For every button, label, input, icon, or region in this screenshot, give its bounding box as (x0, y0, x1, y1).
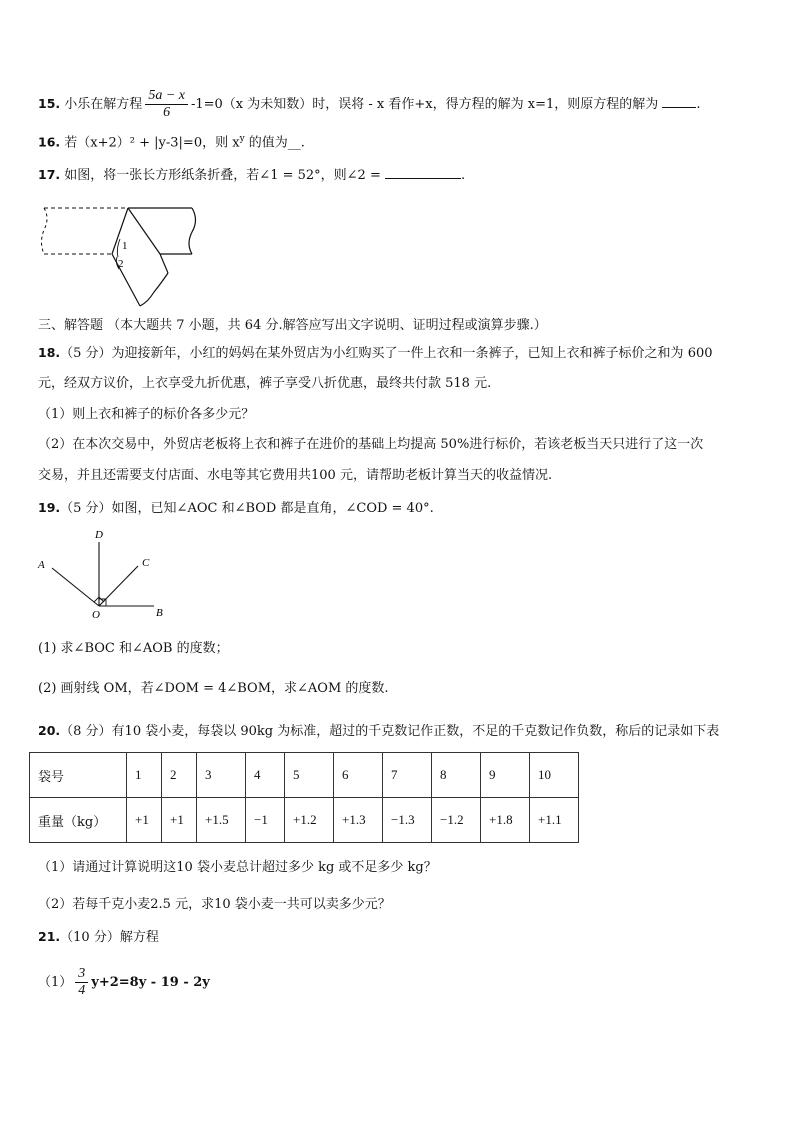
question-20-sub2 (38, 896, 391, 914)
table-cell: 6 (334, 753, 383, 798)
question-number: 18. (38, 345, 61, 360)
question-15 (38, 88, 701, 121)
point-label-o: O (92, 609, 100, 618)
question-text: 元，经双方议价，上衣享受九折优惠，裤子享受八折优惠，最终共付款 518 元. (38, 376, 492, 391)
exponent: y (239, 134, 245, 144)
section-heading (38, 317, 547, 335)
sub-question-text: （2）若每千克小麦2.5 元，求10 袋小麦一共可以卖多少元？ (38, 897, 391, 912)
sub-question-text: (1) 求∠BOC 和∠AOB 的度数； (38, 641, 229, 656)
question-text: （5 分）如图，已知∠AOC 和∠BOD 都是直角，∠COD = 40°. (60, 501, 434, 516)
question-text: （8 分）有10 袋小麦，每袋以 90kg 为标准，超过的千克数记作正数，不足的千克数记作负数，称后的记录如下表 (60, 724, 720, 739)
sub-question-text: （1）则上衣和裤子的标价各多少元？ (38, 407, 255, 422)
table-cell: +1.2 (285, 798, 334, 843)
question-18-sub2-cont (38, 467, 552, 485)
question-19-sub2 (38, 680, 389, 698)
fraction-numerator: 5a − x (145, 88, 188, 105)
table-cell: +1 (127, 798, 162, 843)
sub-question-text: （2）在本次交易中，外贸店老板将上衣和裤子在进价的基础上均提高 50%进行标价，若该老板当天只进行了这一次 (38, 437, 704, 452)
fraction (75, 966, 88, 999)
answer-blank[interactable] (385, 166, 461, 179)
question-text: 若（x+2）² + |y-3|=0，则 x (64, 135, 240, 151)
question-20-sub1 (38, 859, 437, 877)
question-18 (38, 344, 713, 363)
table-cell: 10 (530, 753, 579, 798)
folded-strip-figure (40, 205, 210, 315)
question-21 (38, 928, 159, 947)
question-19 (38, 499, 434, 518)
point-label-a: A (38, 559, 45, 571)
angle-label-2: 2 (118, 258, 124, 270)
table-cell: 9 (481, 753, 530, 798)
table-header-cell: 袋号 (30, 753, 127, 798)
table-cell: −1 (246, 798, 285, 843)
table-cell: +1.3 (334, 798, 383, 843)
table-cell: +1.5 (197, 798, 246, 843)
question-20 (38, 722, 719, 741)
table-cell: 4 (246, 753, 285, 798)
table-cell: −1.2 (432, 798, 481, 843)
punctuation: . (696, 97, 701, 112)
table-cell: +1.1 (530, 798, 579, 843)
question-19-sub1 (38, 640, 229, 658)
question-text: 如图，将一张长方形纸条折叠，若∠1 = 52°，则∠2 = (64, 168, 381, 183)
table-header-cell: 重量（kg） (30, 798, 127, 843)
question-16 (38, 130, 305, 152)
point-label-d: D (95, 529, 103, 541)
punctuation: . (461, 168, 466, 183)
table-cell: 2 (162, 753, 197, 798)
question-text: 小乐在解方程 (64, 97, 143, 112)
fraction-denominator: 4 (78, 983, 86, 998)
table-cell: 5 (285, 753, 334, 798)
sub-question-text: （1）请通过计算说明这10 袋小麦总计超过多少 kg 或不足多少 kg？ (38, 860, 437, 875)
weight-table (29, 752, 579, 843)
angle-figure (36, 528, 176, 618)
table-cell: −1.3 (383, 798, 432, 843)
question-number: 19. (38, 500, 61, 515)
point-label-c: C (142, 557, 150, 569)
angle-label-1: 1 (122, 240, 128, 252)
equation: y+2=8y - 19 - 2y (91, 975, 210, 990)
question-text: -1=0（x 为未知数）时，误将 - x 看作+x，得方程的解为 x=1，则原方程的解为 (190, 97, 659, 112)
table-cell: +1 (162, 798, 197, 843)
question-text: （5 分）为迎接新年，小红的妈妈在某外贸店为小红购买了一件上衣和一条裤子，已知上衣和裤子标价之和为 600 (60, 346, 713, 361)
question-number: 21. (38, 929, 61, 944)
table-cell: 1 (127, 753, 162, 798)
table-row (30, 753, 579, 798)
answer-blank[interactable] (662, 95, 696, 108)
sub-question-label: （1） (38, 975, 73, 990)
section-heading-text: 三、解答题 （本大题共 7 小题，共 64 分.解答应写出文字说明、证明过程或演算步骤.） (38, 318, 547, 333)
table-cell: 3 (197, 753, 246, 798)
table-cell: +1.8 (481, 798, 530, 843)
question-18-line2 (38, 375, 491, 393)
question-17 (38, 166, 465, 185)
fraction (145, 88, 188, 121)
point-label-b: B (156, 607, 163, 618)
table-cell: 8 (432, 753, 481, 798)
question-number: 17. (38, 167, 61, 182)
question-21-sub1 (38, 966, 210, 999)
question-18-sub2 (38, 436, 703, 454)
table-row (30, 798, 579, 843)
question-18-sub1 (38, 406, 254, 424)
sub-question-text: (2) 画射线 OM，若∠DOM = 4∠BOM，求∠AOM 的度数. (38, 681, 389, 696)
question-text-tail: 的值为__. (244, 135, 305, 151)
sub-question-text: 交易，并且还需要支付店面、水电等其它费用共100 元，请帮助老板计算当天的收益情况. (38, 468, 553, 483)
fraction-numerator: 3 (75, 966, 88, 983)
question-number: 20. (38, 723, 61, 738)
question-number: 15. (38, 96, 61, 111)
fraction-denominator: 6 (163, 105, 171, 120)
question-text: （10 分）解方程 (60, 930, 159, 945)
table-cell: 7 (383, 753, 432, 798)
question-number: 16. (38, 134, 61, 150)
